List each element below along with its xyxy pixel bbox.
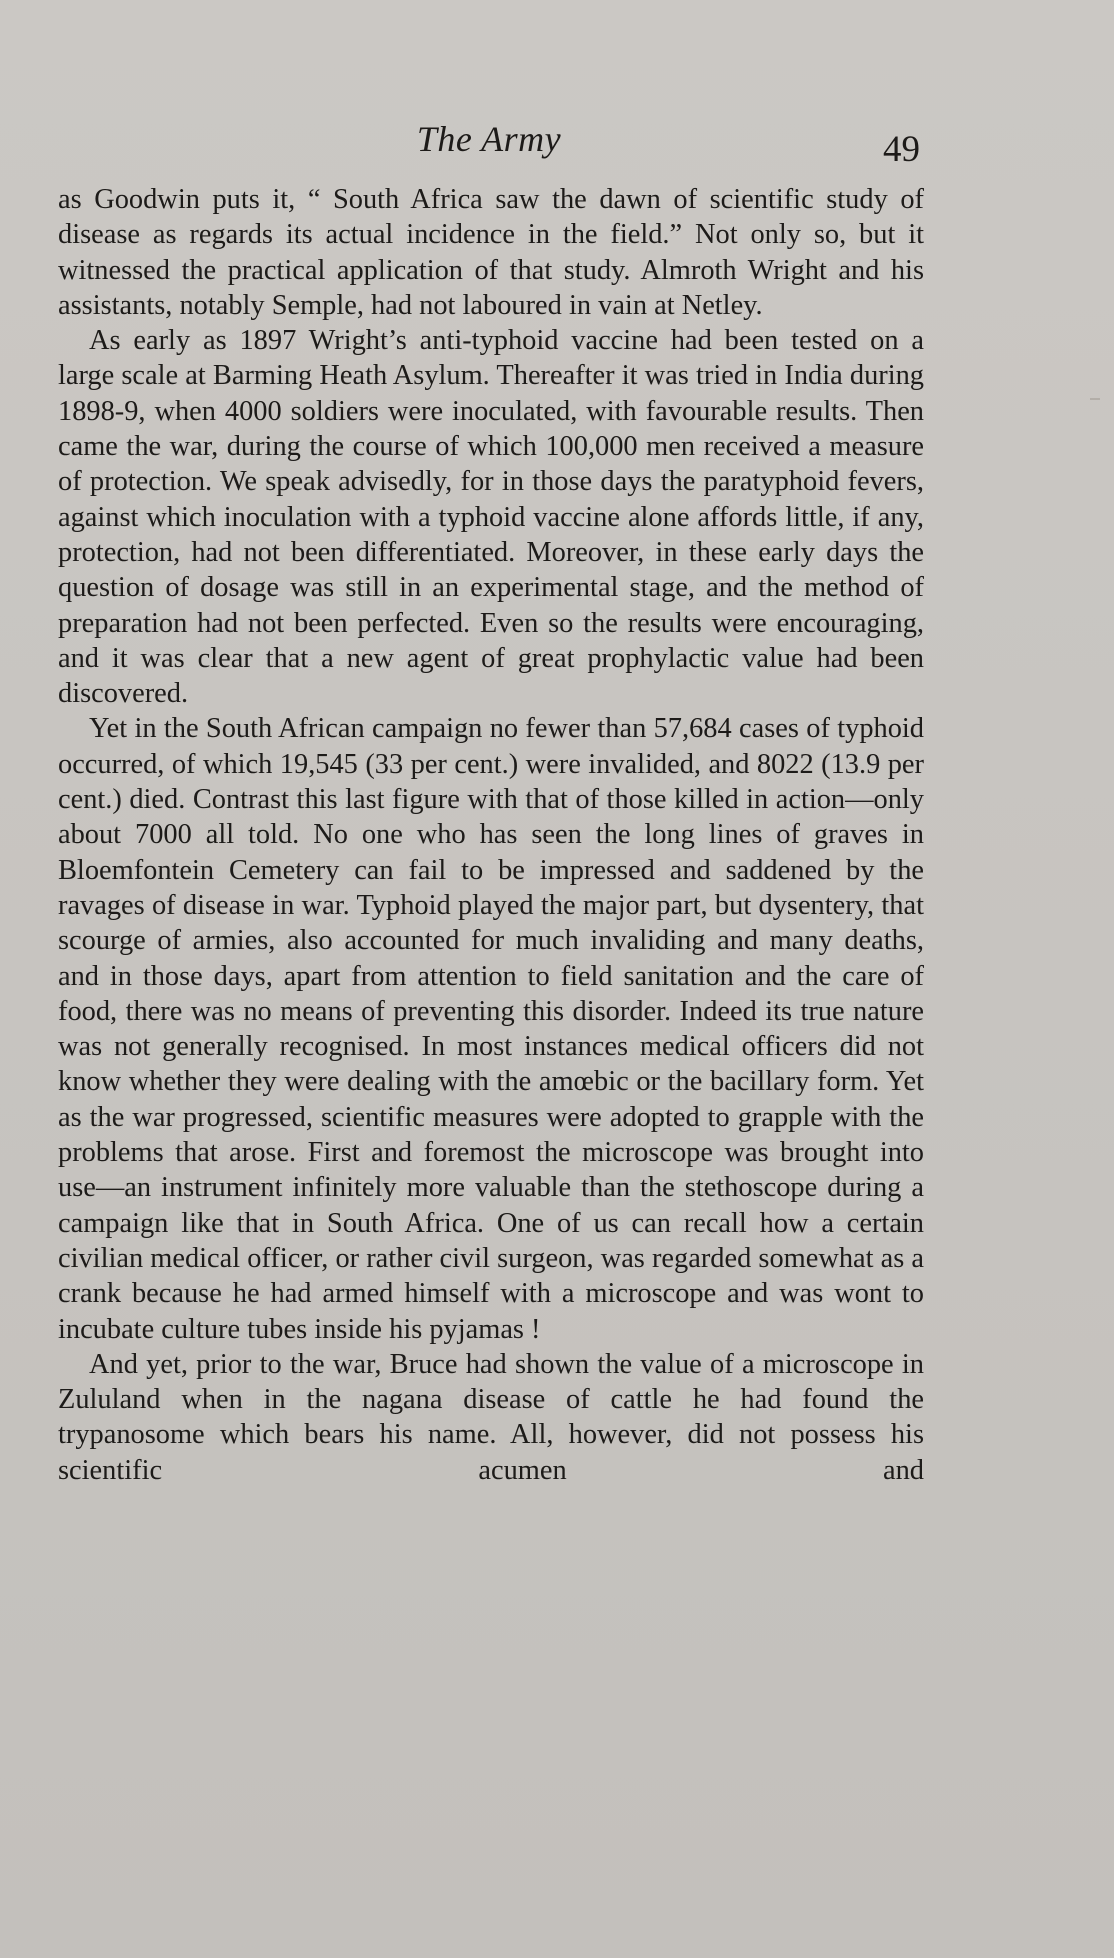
paragraph-1: as Goodwin puts it, “ South Africa saw the dawn of scientific study of disease as regards its actual incidence in the field.” Not only so, but it witnessed the practical application of that study. Almroth Wright and his assistants, notably Semple, had not laboured in vain at Netley. xyxy=(58,184,924,321)
body-text xyxy=(58,182,924,1488)
paragraph-3: Yet in the South African campaign no fewer than 57,684 cases of typhoid occurred, of which 19,545 (33 per cent.) were invalided, and 8022 (13.9 per cent.) died. Contrast this last figure with that of those killed in action—only about 7000 all told. No one who has seen the long lines of graves in Bloemfontein Cemetery can fail to be impressed and saddened by the ravages of disease in war. Typhoid played the major part, but dysentery, that scourge of armies, also accounted for much invaliding and many deaths, and in those days, apart from attention to field sanitation and the care of food, there was no means of preventing this disorder. Indeed its true nature was not generally recognised. In most instances medical officers did not know whether they were dealing with the amœbic or the bacillary form. Yet as the war progressed, scientific measures were adopted to grapple with the problems that arose. First and foremost the microscope was brought into use—an instrument infinitely more valuable than the stethoscope during a campaign like that in South Africa. One of us can recall how a certain civilian medical officer, or rather civil surgeon, was regarded somewhat as a crank because he had armed himself with a microscope and was wont to incubate culture tubes inside his pyjamas ! xyxy=(58,713,924,1345)
paragraph-2: As early as 1897 Wright’s anti-typhoid vaccine had been tested on a large scale at Barming Heath Asylum. Thereafter it was tried in India during 1898-9, when 4000 soldiers were inoculated, with favourable results. Then came the war, during the course of which 100,000 men received a measure of protection. We speak advisedly, for in those days the paratyphoid fevers, against which inoculation with a typhoid vaccine alone affords little, if any, protection, had not been differentiated. Moreover, in these early days the question of dosage was still in an experimental stage, and the method of preparation had not been perfected. Even so the results were encouraging, and it was clear that a new agent of great prophylactic value had been discovered. xyxy=(58,325,924,710)
running-head xyxy=(56,118,922,178)
page-number: 49 xyxy=(883,129,920,170)
paragraph-4: And yet, prior to the war, Bruce had shown the value of a microscope in Zululand when in the nagana disease of cattle he had found the trypanosome which bears his name. All, however, did not possess his scientific acumen and xyxy=(58,1348,924,1486)
running-title: The Army xyxy=(416,119,562,159)
margin-mark xyxy=(1090,398,1100,400)
